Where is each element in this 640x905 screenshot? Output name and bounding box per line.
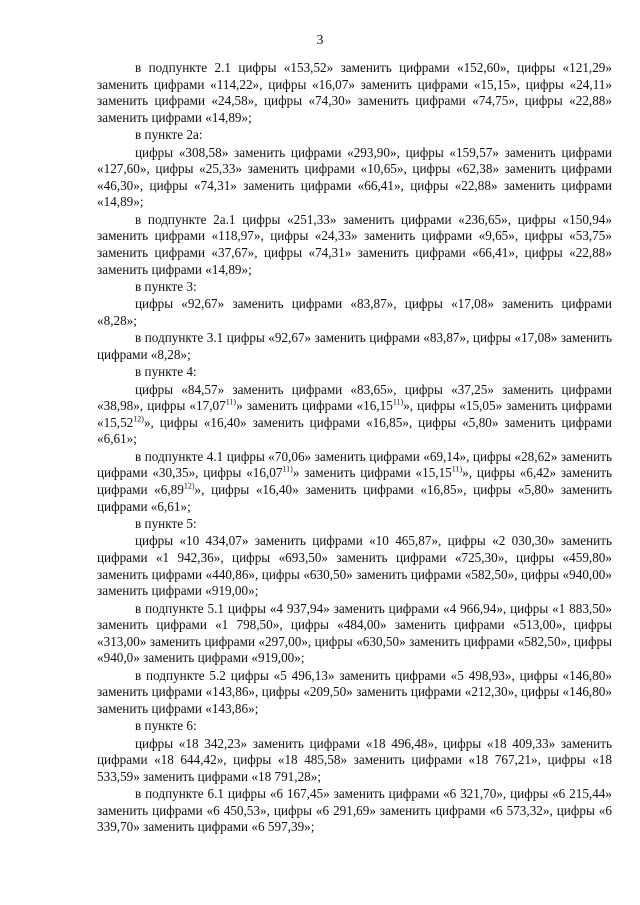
amendment-paragraph bbox=[97, 382, 612, 448]
footnote-marker: 11) bbox=[451, 465, 463, 475]
paragraph-text: цифры «10 434,07» заменить цифрами «10 465,87», цифры «2 030,30» заменить цифрами «1 942,36», цифры «693,50» заменить цифрами «725,30», цифры «459,80» заменить цифрами «440,86», цифры «630,50» заменить цифрами «582,50», цифры «940,00» заменить цифрами «919,00»; bbox=[97, 533, 612, 599]
paragraph-text: в пункте 4: bbox=[135, 364, 197, 380]
amendment-paragraph bbox=[97, 736, 612, 786]
paragraph-text: в подпункте 2а.1 цифры «251,33» заменить цифрами «236,65», цифры «150,94» заменить цифрами «118,97», цифры «24,33» заменить цифрами «9,65», цифры «53,75» заменить цифрами «37,67», цифры «74,31» заменить цифрами «66,41», цифры «22,88» заменить цифрами «14,89»; bbox=[97, 211, 612, 277]
amendment-paragraph bbox=[97, 60, 612, 126]
paragraph-text: в подпункте 5.2 цифры «5 496,13» заменить цифрами «5 498,93», цифры «146,80» заменить цифрами «143,86», цифры «209,50» заменить цифрами «212,30», цифры «146,80» заменить цифрами «143,86»; bbox=[97, 667, 612, 716]
footnote-marker: 11) bbox=[282, 465, 293, 475]
paragraph-text: цифры «18 342,23» заменить цифрами «18 496,48», цифры «18 409,33» заменить цифрами «18 644,42», цифры «18 485,58» заменить цифрами «18 767,21», цифры «18 533,59» заменить цифрами «18 791,28»; bbox=[97, 735, 612, 784]
section-heading bbox=[97, 279, 612, 296]
paragraph-text: », цифры «6,42» заменить цифрами «6,89 bbox=[97, 465, 612, 498]
amendment-paragraph bbox=[97, 145, 612, 211]
amendment-paragraph bbox=[97, 786, 612, 836]
paragraph-text: », цифры «16,40» заменить цифрами «16,85», цифры «5,80» заменить цифрами «6,61»; bbox=[97, 414, 612, 447]
footnote-marker: 12) bbox=[183, 481, 195, 491]
paragraph-text: » заменить цифрами «16,15 bbox=[236, 398, 393, 414]
paragraph-text: в пункте 6: bbox=[135, 718, 197, 734]
paragraph-text: в пункте 3: bbox=[135, 278, 197, 294]
amendment-paragraph bbox=[97, 668, 612, 718]
paragraph-text: » заменить цифрами «15,15 bbox=[292, 465, 452, 481]
paragraph-text: в пункте 5: bbox=[135, 516, 197, 531]
amendment-paragraph bbox=[97, 449, 612, 515]
document-body bbox=[97, 60, 612, 837]
paragraph-text: цифры «92,67» заменить цифрами «83,87», цифры «17,08» заменить цифрами «8,28»; bbox=[97, 296, 612, 328]
section-heading bbox=[97, 516, 612, 533]
paragraph-text: в подпункте 5.1 цифры «4 937,94» заменить цифрами «4 966,94», цифры «1 883,50» заменить цифрами «1 798,50», цифры «484,00» заменить цифрами «513,00», цифры «313,00» заменить цифрами «297,00», цифры «630,50» заменить цифрами «582,50», цифры «940,0» заменить цифрами «919,00»; bbox=[97, 600, 612, 666]
footnote-marker: 12) bbox=[133, 414, 144, 424]
page-number: 3 bbox=[316, 33, 324, 48]
paragraph-text: цифры «84,57» заменить цифрами «83,65», цифры «37,25» заменить цифрами «38,98», цифры «17,07 bbox=[97, 381, 612, 414]
footnote-marker: 11) bbox=[225, 397, 237, 407]
paragraph-text: в подпункте 6.1 цифры «6 167,45» заменить цифрами «6 321,70», цифры «6 215,44» заменить цифрами «6 450,53», цифры «6 291,69» заменить цифрами «6 573,32», цифры «6 339,70» заменить цифрами «6 597,39»; bbox=[97, 786, 612, 835]
paragraph-text: », цифры «15,05» заменить цифрами «15,52 bbox=[97, 398, 612, 430]
section-heading bbox=[97, 127, 612, 144]
amendment-paragraph bbox=[97, 296, 612, 329]
paragraph-text: цифры «308,58» заменить цифрами «293,90», цифры «159,57» заменить цифрами «127,60», цифры «25,33» заменить цифрами «10,65», цифры «62,38» заменить цифрами «46,30», цифры «74,31» заменить цифрами «66,41», цифры «22,88» заменить цифрами «14,89»; bbox=[97, 144, 612, 210]
section-heading bbox=[97, 718, 612, 735]
paragraph-text: в пункте 2а: bbox=[135, 127, 203, 143]
paragraph-text: в подпункте 3.1 цифры «92,67» заменить цифрами «83,87», цифры «17,08» заменить цифрами «8,28»; bbox=[97, 330, 612, 362]
paragraph-text: », цифры «16,40» заменить цифрами «16,85», цифры «5,80» заменить цифрами «6,61»; bbox=[97, 482, 612, 514]
footnote-marker: 11) bbox=[392, 397, 404, 407]
amendment-paragraph bbox=[97, 330, 612, 363]
paragraph-text: в подпункте 2.1 цифры «153,52» заменить цифрами «152,60», цифры «121,29» заменить цифрами «114,22», цифры «16,07» заменить цифрами «15,15», цифры «24,11» заменить цифрами «24,58», цифры «74,30» заменить цифрами «74,75», цифры «22,88» заменить цифрами «14,89»; bbox=[97, 60, 612, 125]
amendment-paragraph bbox=[97, 601, 612, 667]
amendment-paragraph bbox=[97, 533, 612, 599]
section-heading bbox=[97, 364, 612, 381]
paragraph-text: в подпункте 4.1 цифры «70,06» заменить цифрами «69,14», цифры «28,62» заменить цифрами «30,35», цифры «16,07 bbox=[97, 448, 612, 481]
amendment-paragraph bbox=[97, 212, 612, 278]
